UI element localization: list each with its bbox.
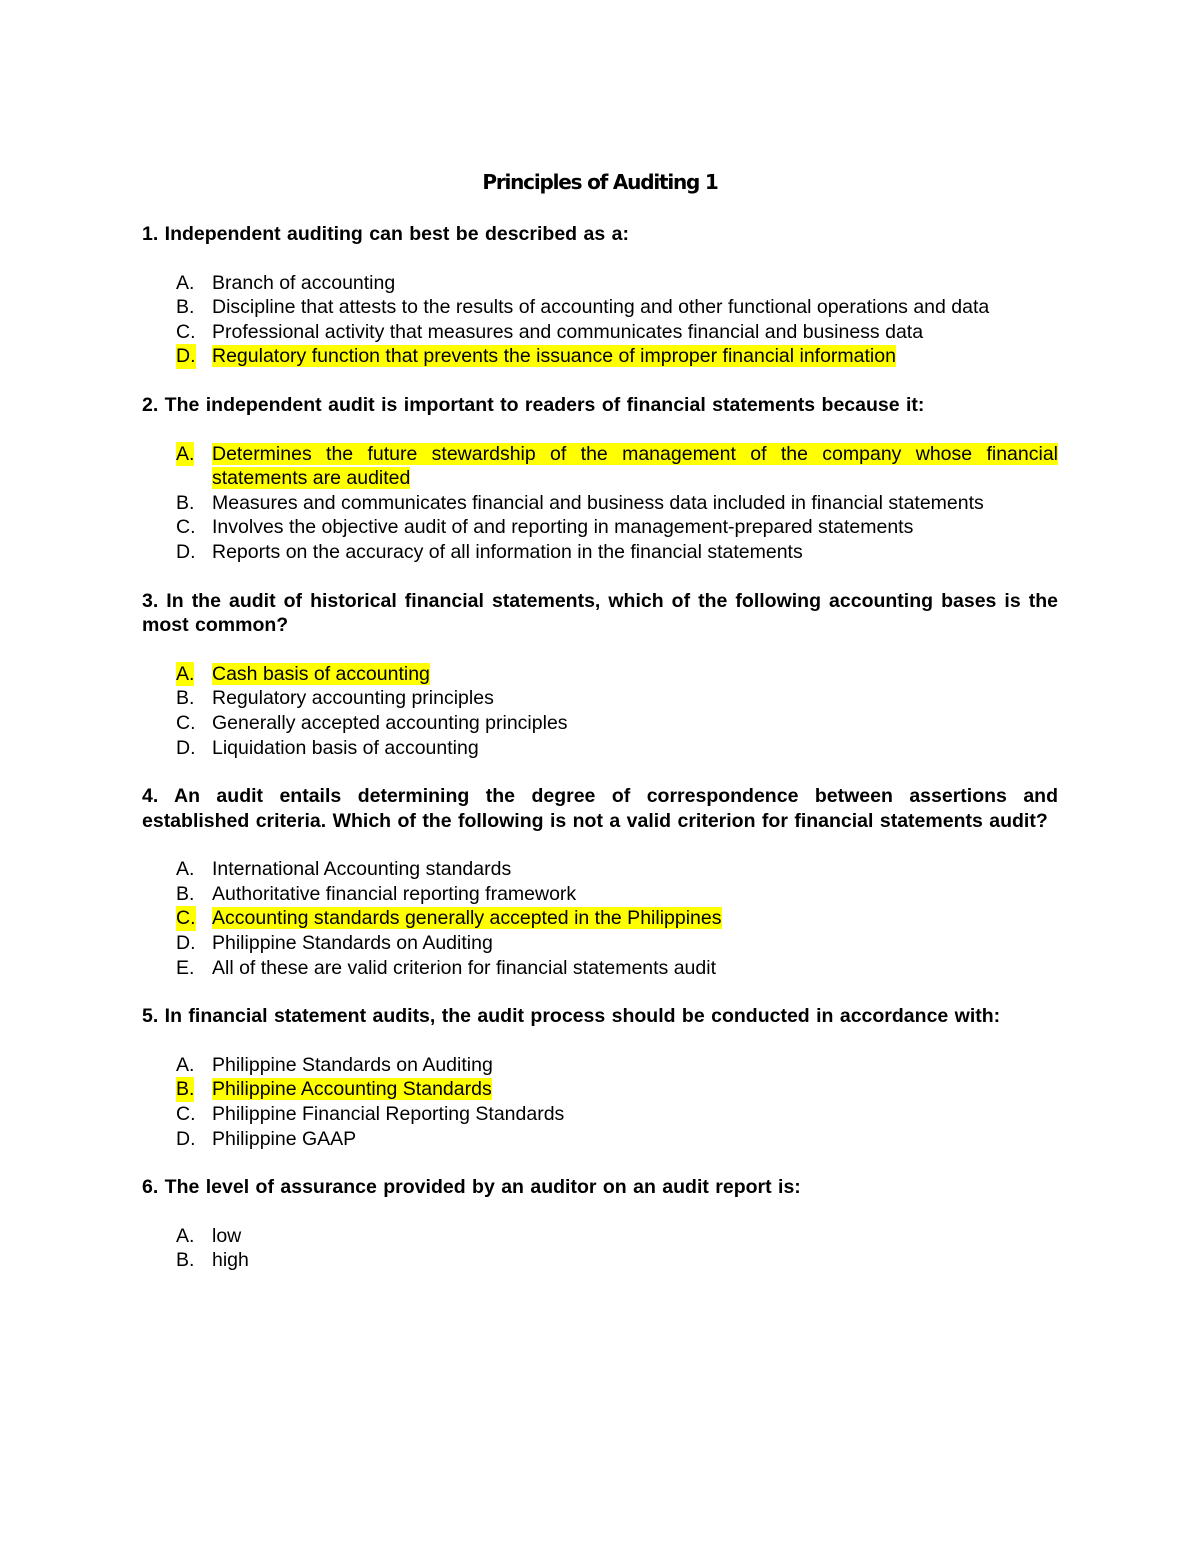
question-text: 4. An audit entails determining the degree of correspondence between assertions and established criteria. Which of the following is not a valid criterion for financial statements audit?	[142, 785, 1058, 832]
choice-text: Accounting standards generally accepted in the Philippines	[212, 907, 722, 930]
choice-text: All of these are valid criterion for financial statements audit	[212, 956, 717, 979]
choice-text: Discipline that attests to the results of accounting and other functional operations and data	[212, 296, 990, 319]
choice-list	[142, 857, 1058, 980]
answer-choice	[142, 515, 1058, 540]
question-text: 2. The independent audit is important to readers of financial statements because it:	[142, 393, 925, 416]
highlighted-answer-choice	[142, 442, 1058, 491]
choice-text: Philippine Standards on Auditing	[212, 932, 493, 955]
choice-text: Involves the objective audit of and reporting in management-prepared statements	[212, 516, 914, 539]
choice-text: Cash basis of accounting	[212, 662, 430, 685]
document-title: Principles of Auditing 1	[482, 170, 718, 194]
answer-choice	[142, 1053, 1058, 1078]
choice-text: Professional activity that measures and communicates financial and business data	[212, 320, 924, 343]
question-block	[142, 1004, 1058, 1151]
choice-letter: D.	[176, 1127, 196, 1150]
question-block	[142, 222, 1058, 369]
choice-text: Authoritative financial reporting framework	[212, 882, 577, 905]
highlighted-answer-choice	[142, 344, 1058, 369]
answer-choice	[142, 271, 1058, 296]
choice-text: Philippine GAAP	[212, 1127, 357, 1150]
question-text: 6. The level of assurance provided by an auditor on an audit report is:	[142, 1176, 801, 1199]
choice-list	[142, 442, 1058, 565]
choice-text: International Accounting standards	[212, 858, 512, 881]
choice-text: Philippine Accounting Standards	[212, 1078, 492, 1101]
choice-text: low	[212, 1224, 242, 1247]
answer-choice	[142, 320, 1058, 345]
choice-letter: C.	[176, 320, 196, 343]
choice-text: Generally accepted accounting principles	[212, 711, 568, 734]
answer-choice	[142, 1224, 1058, 1249]
choice-letter: B.	[176, 491, 195, 514]
highlighted-answer-choice	[142, 662, 1058, 687]
question-text: 5. In financial statement audits, the audit process should be conducted in accordance with:	[142, 1005, 1001, 1028]
choice-letter: B.	[176, 1078, 195, 1101]
question-text: 1. Independent auditing can best be described as a:	[142, 223, 629, 245]
choice-letter: D.	[176, 932, 196, 955]
choice-letter: E.	[176, 956, 195, 979]
choice-text: Liquidation basis of accounting	[212, 736, 479, 759]
choice-letter: B.	[176, 882, 195, 905]
choice-list	[142, 1224, 1058, 1273]
choice-letter: A.	[176, 271, 195, 294]
choice-letter: A.	[176, 1053, 195, 1076]
answer-choice	[142, 736, 1058, 761]
choice-letter: C.	[176, 711, 196, 734]
choice-text: Philippine Financial Reporting Standards	[212, 1103, 565, 1126]
choice-text: high	[212, 1249, 249, 1272]
question-block	[142, 393, 1058, 565]
answer-choice	[142, 540, 1058, 565]
choice-letter: B.	[176, 296, 195, 319]
choice-text: Measures and communicates financial and business data included in financial statements	[212, 491, 984, 514]
question-block	[142, 589, 1058, 761]
choice-text: Regulatory function that prevents the issuance of improper financial information	[212, 345, 896, 368]
choice-list	[142, 1053, 1058, 1151]
choice-text: Regulatory accounting principles	[212, 687, 494, 710]
choice-letter: D.	[176, 736, 196, 759]
choice-letter: C.	[176, 907, 196, 930]
choice-letter: A.	[176, 858, 195, 881]
highlighted-answer-choice	[142, 1077, 1058, 1102]
choice-list	[142, 271, 1058, 369]
highlighted-answer-choice	[142, 906, 1058, 931]
answer-choice	[142, 711, 1058, 736]
choice-text: Determines the future stewardship of the management of the company whose financial statements are audited	[212, 442, 1058, 490]
question-list	[142, 222, 1058, 1273]
answer-choice	[142, 1248, 1058, 1273]
answer-choice	[142, 956, 1058, 981]
question-text: 3. In the audit of historical financial statements, which of the following accounting bases is the most common?	[142, 589, 1058, 637]
choice-text: Reports on the accuracy of all information in the financial statements	[212, 540, 803, 563]
answer-choice	[142, 1127, 1058, 1152]
choice-letter: A.	[176, 442, 195, 465]
choice-letter: B.	[176, 1249, 195, 1272]
answer-choice	[142, 931, 1058, 956]
choice-list	[142, 662, 1058, 760]
answer-choice	[142, 1102, 1058, 1127]
answer-choice	[142, 295, 1058, 320]
choice-text: Philippine Standards on Auditing	[212, 1053, 493, 1076]
document-page	[142, 168, 1058, 1297]
choice-letter: B.	[176, 687, 195, 710]
choice-letter: D.	[176, 345, 196, 368]
choice-letter: D.	[176, 540, 196, 563]
choice-letter: C.	[176, 1103, 196, 1126]
choice-letter: C.	[176, 516, 196, 539]
answer-choice	[142, 686, 1058, 711]
choice-letter: A.	[176, 662, 195, 685]
question-block	[142, 784, 1058, 980]
answer-choice	[142, 857, 1058, 882]
answer-choice	[142, 882, 1058, 907]
choice-letter: A.	[176, 1224, 195, 1247]
question-block	[142, 1175, 1058, 1273]
answer-choice	[142, 491, 1058, 516]
choice-text: Branch of accounting	[212, 271, 396, 294]
